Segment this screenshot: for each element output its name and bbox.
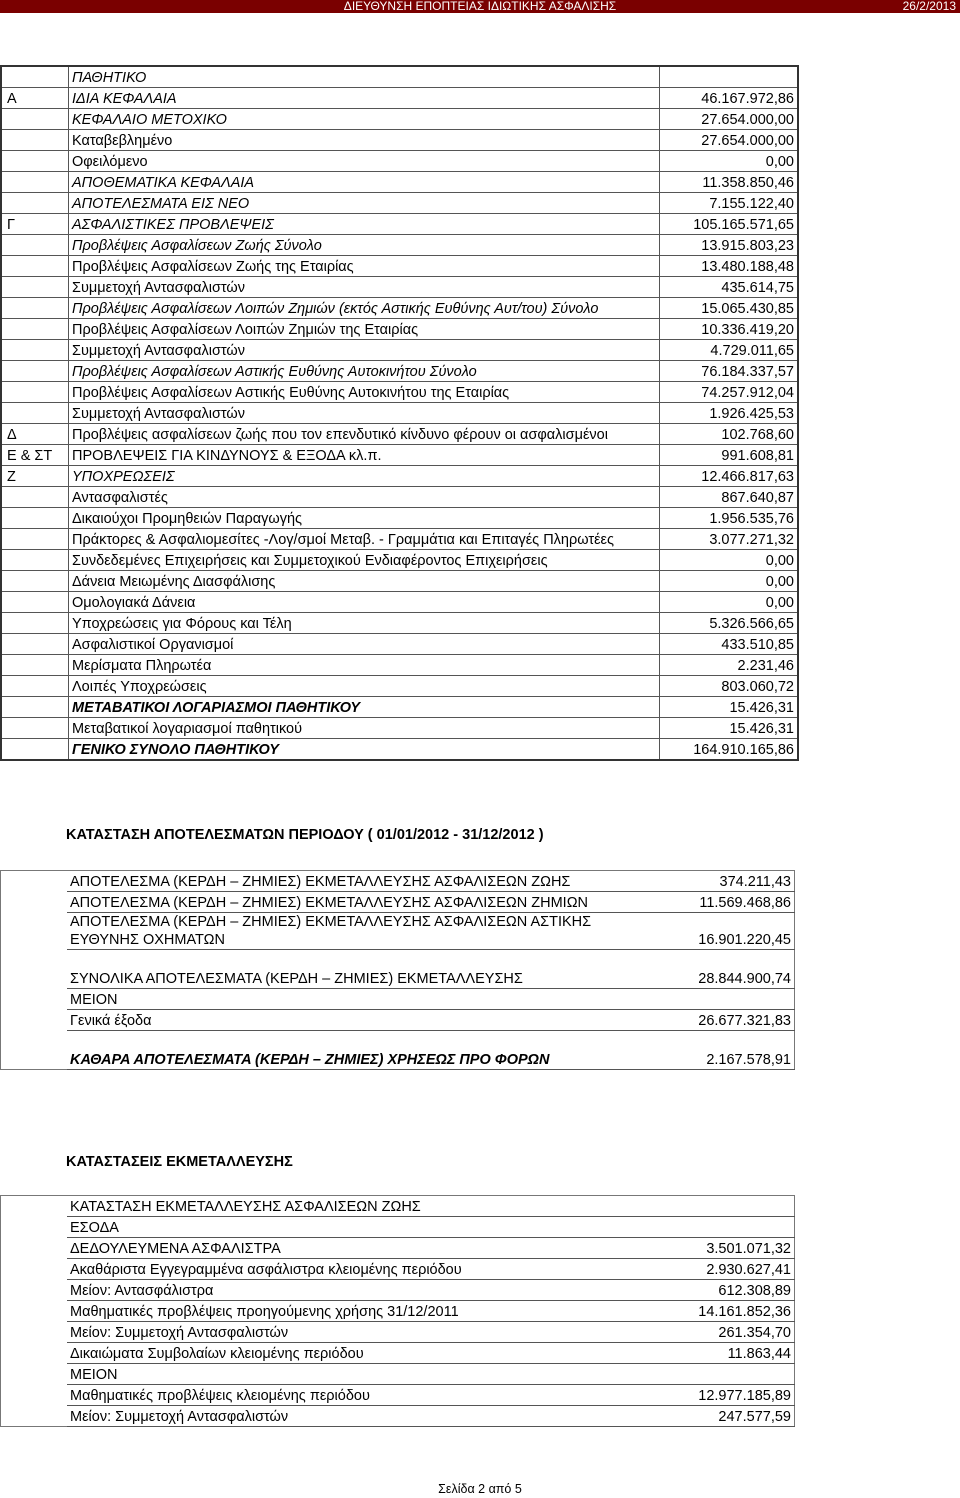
- table-row: [1, 66, 798, 88]
- table-row: [1, 592, 798, 613]
- row-label: Αντασφαλιστές: [69, 487, 660, 508]
- row-code: [1, 1049, 68, 1070]
- table-row: [1, 676, 798, 697]
- row-code: [1, 1322, 68, 1343]
- table-row: [1, 256, 798, 277]
- results-table: [0, 870, 795, 1070]
- operations-title: ΚΑΤΑΣΤΑΣΕΙΣ ΕΚΜΕΤΑΛΛΕΥΣΗΣ: [66, 1154, 293, 1170]
- row-code: [1, 1406, 68, 1427]
- table-row: [1, 508, 798, 529]
- row-label: ΔΕΔΟΥΛΕΥΜΕΝΑ ΑΣΦΑΛΙΣΤΡΑ: [67, 1238, 657, 1259]
- row-code: [1, 529, 69, 550]
- row-value: 0,00: [660, 571, 799, 592]
- row-value: [657, 1217, 795, 1238]
- row-code: [1, 718, 69, 739]
- table-row: [1, 1217, 795, 1238]
- row-label: ΣΥΝΟΛΙΚΑ ΑΠΟΤΕΛΕΣΜΑΤΑ (ΚΕΡΔΗ – ΖΗΜΙΕΣ) ΕΚΜΕΤΑΛΛΕΥΣΗΣ: [67, 968, 657, 989]
- row-label: Ακαθάριστα Εγγεγραμμένα ασφάλιστρα κλειομένης περιόδου: [67, 1259, 657, 1280]
- row-value: 13.915.803,23: [660, 235, 799, 256]
- header-title: ΔΙΕΥΘΥΝΣΗ ΕΠΟΠΤΕΙΑΣ ΙΔΙΩΤΙΚΗΣ ΑΣΦΑΛΙΣΗΣ: [343, 0, 617, 13]
- row-value: 46.167.972,86: [660, 88, 799, 109]
- row-value: 11.358.850,46: [660, 172, 799, 193]
- table-row: [1, 1031, 795, 1050]
- table-row: [1, 1238, 795, 1259]
- row-label: Γενικά έξοδα: [67, 1010, 657, 1031]
- table-row: [1, 529, 798, 550]
- table-row: [1, 361, 798, 382]
- row-code: [1, 739, 69, 761]
- table-row: [1, 697, 798, 718]
- row-label: ΑΠΟΤΕΛΕΣΜΑΤΑ ΕΙΣ ΝΕΟ: [69, 193, 660, 214]
- table-row: [1, 1196, 795, 1217]
- row-code: [1, 193, 69, 214]
- row-label: ΜΕΙΟΝ: [67, 1364, 657, 1385]
- row-label: Μείον: Συμμετοχή Αντασφαλιστών: [67, 1406, 657, 1427]
- row-code: [1, 298, 69, 319]
- row-code: [1, 1010, 68, 1031]
- row-value: 15.426,31: [660, 697, 799, 718]
- row-label: ΚΑΤΑΣΤΑΣΗ ΕΚΜΕΤΑΛΛΕΥΣΗΣ ΑΣΦΑΛΙΣΕΩΝ ΖΩΗΣ: [67, 1196, 657, 1217]
- row-value: [660, 66, 799, 88]
- row-value: 803.060,72: [660, 676, 799, 697]
- row-code: [1, 592, 69, 613]
- row-value: 4.729.011,65: [660, 340, 799, 361]
- row-code: [1, 1301, 68, 1322]
- row-label: ΜΕΤΑΒΑΤΙΚΟΙ ΛΟΓΑΡΙΑΣΜΟΙ ΠΑΘΗΤΙΚΟΥ: [69, 697, 660, 718]
- row-label: Μαθηματικές προβλέψεις προηγούμενης χρήσης 31/12/2011: [67, 1301, 657, 1322]
- row-code: [1, 1031, 68, 1050]
- table-row: [1, 130, 798, 151]
- table-row: [1, 1343, 795, 1364]
- table-row: [1, 892, 795, 913]
- row-value: 12.977.185,89: [657, 1385, 795, 1406]
- table-row: [1, 214, 798, 235]
- row-code: [1, 340, 69, 361]
- row-value: 1.926.425,53: [660, 403, 799, 424]
- table-row: [1, 88, 798, 109]
- table-row: [1, 1259, 795, 1280]
- row-value: 28.844.900,74: [657, 968, 795, 989]
- row-value: 1.956.535,76: [660, 508, 799, 529]
- table-row: [1, 718, 798, 739]
- row-label: Συμμετοχή Αντασφαλιστών: [69, 277, 660, 298]
- table-row: [1, 634, 798, 655]
- row-value: [657, 1364, 795, 1385]
- row-code: [1, 1364, 68, 1385]
- row-label: ΠΡΟΒΛΕΨΕΙΣ ΓΙΑ ΚΙΝΔΥΝΟΥΣ & ΕΞΟΔΑ κλ.π.: [69, 445, 660, 466]
- row-value: 612.308,89: [657, 1280, 795, 1301]
- row-label: Προβλέψεις Ασφαλίσεων Αστικής Ευθύνης Αυτοκινήτου Σύνολο: [69, 361, 660, 382]
- row-label: ΑΠΟΤΕΛΕΣΜΑ (ΚΕΡΔΗ – ΖΗΜΙΕΣ) ΕΚΜΕΤΑΛΛΕΥΣΗΣ ΑΣΦΑΛΙΣΕΩΝ ΖΩΗΣ: [67, 871, 657, 892]
- row-code: [1, 892, 68, 913]
- row-code: [1, 550, 69, 571]
- table-row: [1, 739, 798, 761]
- table-row: [1, 445, 798, 466]
- row-code: [1, 676, 69, 697]
- row-code: [1, 1259, 68, 1280]
- row-label: ΑΠΟΤΕΛΕΣΜΑ (ΚΕΡΔΗ – ΖΗΜΙΕΣ) ΕΚΜΕΤΑΛΛΕΥΣΗΣ ΑΣΦΑΛΙΣΕΩΝ ΖΗΜΙΩΝ: [67, 892, 657, 913]
- table-row: [1, 1301, 795, 1322]
- row-value: 14.161.852,36: [657, 1301, 795, 1322]
- row-label: Λοιπές Υποχρεώσεις: [69, 676, 660, 697]
- row-code: Α: [1, 88, 69, 109]
- row-label: Μείον: Αντασφάλιστρα: [67, 1280, 657, 1301]
- row-label: ΕΣΟΔΑ: [67, 1217, 657, 1238]
- row-value: 10.336.419,20: [660, 319, 799, 340]
- row-code: [1, 235, 69, 256]
- row-label: Δικαιούχοι Προμηθειών Παραγωγής: [69, 508, 660, 529]
- table-row: [1, 151, 798, 172]
- row-value: 435.614,75: [660, 277, 799, 298]
- row-label: ΚΑΘΑΡΑ ΑΠΟΤΕΛΕΣΜΑΤΑ (ΚΕΡΔΗ – ΖΗΜΙΕΣ) ΧΡΗΣΕΩΣ ΠΡΟ ΦΟΡΩΝ: [67, 1049, 657, 1070]
- table-row: [1, 424, 798, 445]
- row-label: Δάνεια Μειωμένης Διασφάλισης: [69, 571, 660, 592]
- row-value: 991.608,81: [660, 445, 799, 466]
- row-value: 5.326.566,65: [660, 613, 799, 634]
- header-date: 26/2/2013: [902, 0, 956, 13]
- row-value: 0,00: [660, 550, 799, 571]
- row-code: [1, 871, 68, 892]
- row-code: Δ: [1, 424, 69, 445]
- row-label: Υποχρεώσεις για Φόρους και Τέλη: [69, 613, 660, 634]
- table-row: [1, 989, 795, 1010]
- row-label: Συμμετοχή Αντασφαλιστών: [69, 403, 660, 424]
- row-code: [1, 66, 69, 88]
- row-label: Προβλέψεις Ασφαλίσεων Ζωής Σύνολο: [69, 235, 660, 256]
- row-value: 27.654.000,00: [660, 109, 799, 130]
- page-footer: Σελίδα 2 από 5: [438, 1482, 522, 1496]
- row-code: [1, 1196, 68, 1217]
- row-value: 3.501.071,32: [657, 1238, 795, 1259]
- table-row: [1, 613, 798, 634]
- row-code: [1, 151, 69, 172]
- row-code: [1, 655, 69, 676]
- table-row: [1, 298, 798, 319]
- row-value: [657, 950, 795, 969]
- table-row: [1, 1322, 795, 1343]
- row-code: [1, 697, 69, 718]
- row-code: [1, 487, 69, 508]
- row-value: 15.426,31: [660, 718, 799, 739]
- row-label: Προβλέψεις ασφαλίσεων ζωής που τον επενδυτικό κίνδυνο φέρουν οι ασφαλισμένοι: [69, 424, 660, 445]
- row-code: [1, 1343, 68, 1364]
- row-value: 74.257.912,04: [660, 382, 799, 403]
- row-value: [657, 1031, 795, 1050]
- row-label: ΚΕΦΑΛΑΙΟ ΜΕΤΟΧΙΚΟ: [69, 109, 660, 130]
- row-label: Προβλέψεις Ασφαλίσεων Ζωής της Εταιρίας: [69, 256, 660, 277]
- row-code: [1, 172, 69, 193]
- row-code: [1, 571, 69, 592]
- row-value: 16.901.220,45: [657, 913, 795, 950]
- row-code: [1, 1280, 68, 1301]
- row-label: Συμμετοχή Αντασφαλιστών: [69, 340, 660, 361]
- operations-table: [0, 1195, 795, 1427]
- row-value: 374.211,43: [657, 871, 795, 892]
- table-row: [1, 913, 795, 950]
- row-label: Προβλέψεις Ασφαλίσεων Αστικής Ευθύνης Αυτοκινήτου της Εταιρίας: [69, 382, 660, 403]
- row-code: Ζ: [1, 466, 69, 487]
- row-value: 12.466.817,63: [660, 466, 799, 487]
- row-value: 2.231,46: [660, 655, 799, 676]
- row-value: 433.510,85: [660, 634, 799, 655]
- row-code: [1, 256, 69, 277]
- table-row: [1, 340, 798, 361]
- table-row: [1, 550, 798, 571]
- table-row: [1, 172, 798, 193]
- table-row: [1, 968, 795, 989]
- row-label: Συνδεδεμένες Επιχειρήσεις και Συμμετοχικού Ενδιαφέροντος Επιχειρήσεις: [69, 550, 660, 571]
- row-value: 261.354,70: [657, 1322, 795, 1343]
- table-row: [1, 1049, 795, 1070]
- row-label: Πράκτορες & Ασφαλιομεσίτες -Λογ/σμοί Μεταβ. - Γραμμάτια και Επιταγές Πληρωτέες: [69, 529, 660, 550]
- row-label: ΑΣΦΑΛΙΣΤΙΚΕΣ ΠΡΟΒΛΕΨΕΙΣ: [69, 214, 660, 235]
- row-label: Μεταβατικοί λογαριασμοί παθητικού: [69, 718, 660, 739]
- table-row: [1, 1364, 795, 1385]
- row-value: 2.930.627,41: [657, 1259, 795, 1280]
- row-label: ΠΑΘΗΤΙΚΟ: [69, 66, 660, 88]
- row-code: [1, 634, 69, 655]
- row-code: [1, 613, 69, 634]
- row-code: [1, 913, 68, 950]
- row-label: ΜΕΙΟΝ: [67, 989, 657, 1010]
- row-label: [67, 1031, 657, 1050]
- table-row: [1, 193, 798, 214]
- row-label: Προβλέψεις Ασφαλίσεων Λοιπών Ζημιών (εκτός Αστικής Ευθύνης Αυτ/του) Σύνολο: [69, 298, 660, 319]
- row-code: [1, 109, 69, 130]
- table-row: [1, 109, 798, 130]
- row-label: Ασφαλιστικοί Οργανισμοί: [69, 634, 660, 655]
- row-label: ΙΔΙΑ ΚΕΦΑΛΑΙΑ: [69, 88, 660, 109]
- row-value: [657, 1196, 795, 1217]
- row-code: [1, 950, 68, 969]
- row-label: Μαθηματικές προβλέψεις κλειομένης περιόδου: [67, 1385, 657, 1406]
- row-label: ΓΕΝΙΚΟ ΣΥΝΟΛΟ ΠΑΘΗΤΙΚΟΥ: [69, 739, 660, 761]
- table-row: [1, 466, 798, 487]
- row-code: [1, 403, 69, 424]
- row-code: Γ: [1, 214, 69, 235]
- row-code: [1, 1217, 68, 1238]
- row-label: Καταβεβλημένο: [69, 130, 660, 151]
- row-label: ΑΠΟΘΕΜΑΤΙΚΑ ΚΕΦΑΛΑΙΑ: [69, 172, 660, 193]
- table-row: [1, 1010, 795, 1031]
- document-header: [0, 0, 960, 13]
- row-code: [1, 361, 69, 382]
- row-value: 26.677.321,83: [657, 1010, 795, 1031]
- row-value: [657, 989, 795, 1010]
- row-label: Μερίσματα Πληρωτέα: [69, 655, 660, 676]
- table-row: [1, 950, 795, 969]
- row-value: 0,00: [660, 151, 799, 172]
- row-code: [1, 968, 68, 989]
- row-label: ΑΠΟΤΕΛΕΣΜΑ (ΚΕΡΔΗ – ΖΗΜΙΕΣ) ΕΚΜΕΤΑΛΛΕΥΣΗΣ ΑΣΦΑΛΙΣΕΩΝ ΑΣΤΙΚΗΣ ΕΥΘΥΝΗΣ ΟΧΗΜΑΤΩΝ: [67, 913, 657, 950]
- row-value: 3.077.271,32: [660, 529, 799, 550]
- row-code: [1, 130, 69, 151]
- row-code: [1, 319, 69, 340]
- row-value: 867.640,87: [660, 487, 799, 508]
- row-value: 105.165.571,65: [660, 214, 799, 235]
- row-value: 7.155.122,40: [660, 193, 799, 214]
- liabilities-table: [0, 65, 799, 761]
- table-row: [1, 403, 798, 424]
- row-code: [1, 508, 69, 529]
- table-row: [1, 1385, 795, 1406]
- row-label: Οφειλόμενο: [69, 151, 660, 172]
- row-value: 2.167.578,91: [657, 1049, 795, 1070]
- row-label: Προβλέψεις Ασφαλίσεων Λοιπών Ζημιών της Εταιρίας: [69, 319, 660, 340]
- row-value: 102.768,60: [660, 424, 799, 445]
- table-row: [1, 1280, 795, 1301]
- table-row: [1, 382, 798, 403]
- row-code: [1, 989, 68, 1010]
- row-code: [1, 1238, 68, 1259]
- row-value: 11.863,44: [657, 1343, 795, 1364]
- row-label: ΥΠΟΧΡΕΩΣΕΙΣ: [69, 466, 660, 487]
- row-value: 164.910.165,86: [660, 739, 799, 761]
- row-code: [1, 1385, 68, 1406]
- row-code: Ε & ΣΤ: [1, 445, 69, 466]
- table-row: [1, 235, 798, 256]
- row-label: [67, 950, 657, 969]
- table-row: [1, 655, 798, 676]
- results-title: ΚΑΤΑΣΤΑΣΗ ΑΠΟΤΕΛΕΣΜΑΤΩΝ ΠΕΡΙΟΔΟΥ ( 01/01/2012 - 31/12/2012 ): [66, 827, 544, 843]
- row-value: 11.569.468,86: [657, 892, 795, 913]
- row-value: 76.184.337,57: [660, 361, 799, 382]
- table-row: [1, 277, 798, 298]
- row-code: [1, 277, 69, 298]
- row-value: 13.480.188,48: [660, 256, 799, 277]
- table-row: [1, 1406, 795, 1427]
- row-value: 27.654.000,00: [660, 130, 799, 151]
- row-value: 0,00: [660, 592, 799, 613]
- table-row: [1, 487, 798, 508]
- row-label: Ομολογιακά Δάνεια: [69, 592, 660, 613]
- row-value: 15.065.430,85: [660, 298, 799, 319]
- table-row: [1, 319, 798, 340]
- row-value: 247.577,59: [657, 1406, 795, 1427]
- row-code: [1, 382, 69, 403]
- table-row: [1, 571, 798, 592]
- row-label: Δικαιώματα Συμβολαίων κλειομένης περιόδου: [67, 1343, 657, 1364]
- row-label: Μείον: Συμμετοχή Αντασφαλιστών: [67, 1322, 657, 1343]
- table-row: [1, 871, 795, 892]
